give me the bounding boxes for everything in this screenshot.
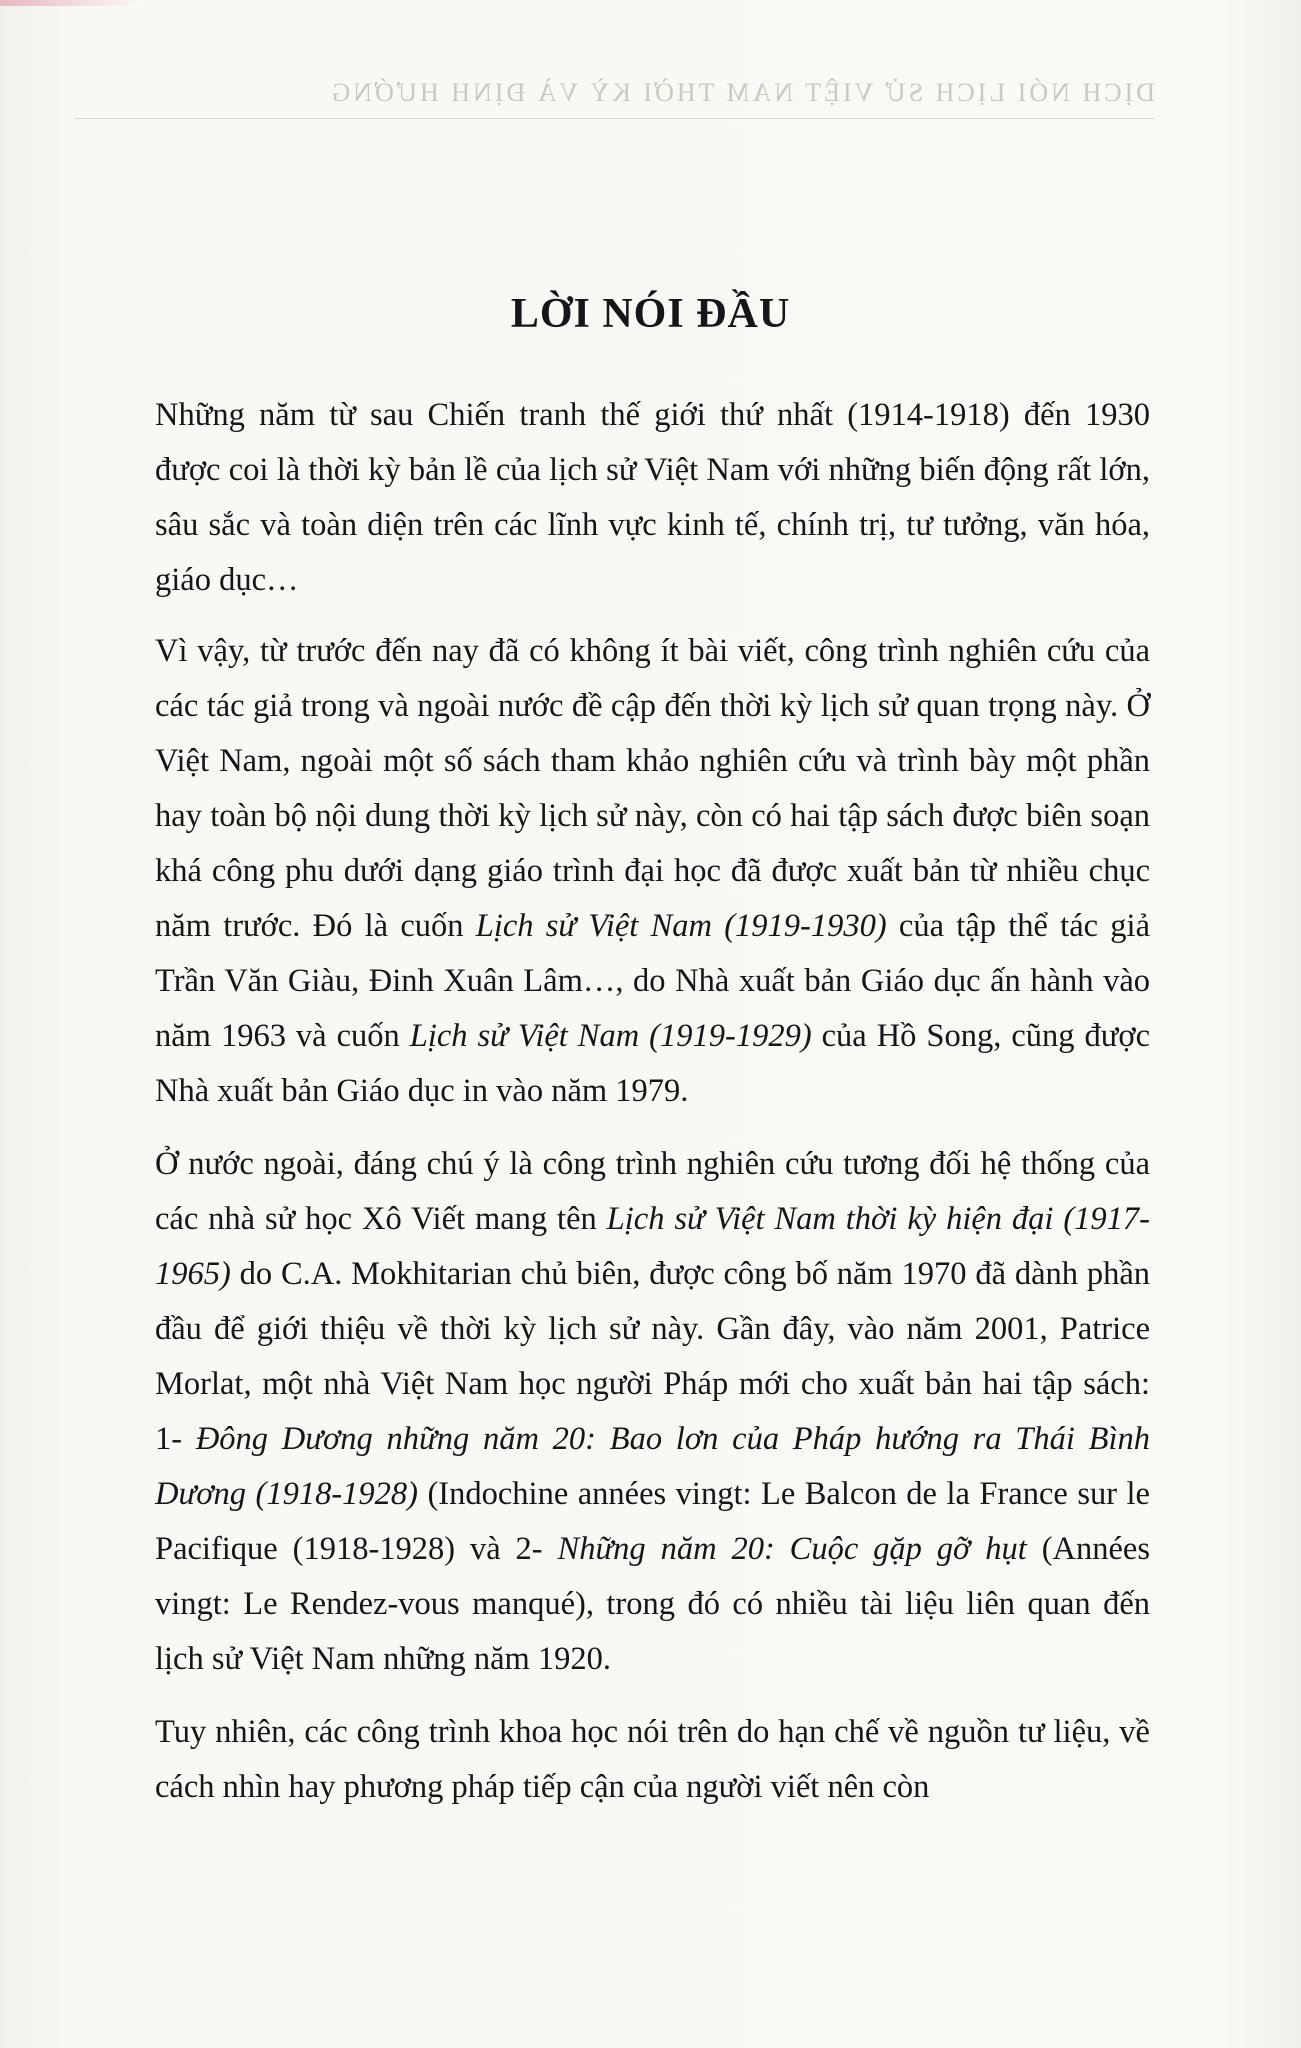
text-run: của tập thể tác giả Trần Văn Giàu, Đinh Xuân Lâm…, do Nhà xuất bản Giáo dục ấn hành vào năm 1963 và cuốn [155, 908, 1151, 1054]
paragraph [155, 1705, 1150, 1815]
italic-title: Lịch sử Việt Nam (1919-1929) [409, 1018, 812, 1054]
italic-title: Những năm 20: Cuộc gặp gỡ hụt [557, 1531, 1027, 1567]
paragraph [155, 624, 1150, 1119]
paragraph [155, 1137, 1150, 1687]
italic-title: Lịch sử Việt Nam thời kỳ hiện đại (1917-1965) [155, 1201, 1151, 1292]
text-run: của Hồ Song, cũng được Nhà xuất bản Giáo dục in vào năm 1979. [155, 1018, 1150, 1109]
text-run: Những năm từ sau Chiến tranh thế giới thứ nhất (1914-1918) đến 1930 được coi là thời kỳ bản lề của lịch sử Việt Nam với những biến động rất lớn, sâu sắc và toàn diện trên các lĩnh vực kinh tế, chính trị, tư tưởng, văn hóa, giáo dục… [155, 397, 1150, 598]
page-edge-mark [0, 0, 140, 6]
text-run: Tuy nhiên, các công trình khoa học nói trên do hạn chế về nguồn tư liệu, về cách nhìn hay phương pháp tiếp cận của người viết nên còn [155, 1714, 1150, 1805]
text-run: (Indochine années vingt: Le Balcon de la France sur le Pacifique (1918-1928) và 2- [155, 1476, 1150, 1567]
text-run: Ở nước ngoài, đáng chú ý là công trình nghiên cứu tương đối hệ thống của các nhà sử học Xô Viết mang tên [155, 1146, 1150, 1237]
text-run: do C.A. Mokhitarian chủ biên, được công bố năm 1970 đã dành phần đầu để giới thiệu về thời kỳ lịch sử này. Gần đây, vào năm 2001, Patrice Morlat, một nhà Việt Nam học người Pháp mới cho xuất bản hai tập sách: 1- [155, 1256, 1150, 1457]
paragraph [155, 388, 1150, 608]
bleed-through-header: DỊCH NÓI LỊCH SỬ VIỆT NAM THỜI KỲ VÀ ĐỊNH HƯỚNG [328, 78, 1155, 107]
text-run: Vì vậy, từ trước đến nay đã có không ít bài viết, công trình nghiên cứu của các tác giả trong và ngoài nước đề cập đến thời kỳ lịch sử quan trọng này. Ở Việt Nam, ngoài một số sách tham khảo nghiên cứu và trình bày một phần hay toàn bộ nội dung thời kỳ lịch sử này, còn có hai tập sách được biên soạn khá công phu dưới dạng giáo trình đại học đã được xuất bản từ nhiều chục năm trước. Đó là cuốn [155, 633, 1150, 944]
italic-title: Đông Dương những năm 20: Bao lơn của Pháp hướng ra Thái Bình Dương (1918-1928) [155, 1421, 1150, 1512]
page-title: LỜI NÓI ĐẦU [510, 291, 791, 337]
italic-title: Lịch sử Việt Nam (1919-1930) [475, 908, 887, 944]
text-run: (Années vingt: Le Rendez-vous manqué), trong đó có nhiều tài liệu liên quan đến lịch sử Việt Nam những năm 1920. [155, 1531, 1150, 1677]
body-text [155, 388, 1150, 1829]
bleed-through-rule [75, 118, 1155, 119]
